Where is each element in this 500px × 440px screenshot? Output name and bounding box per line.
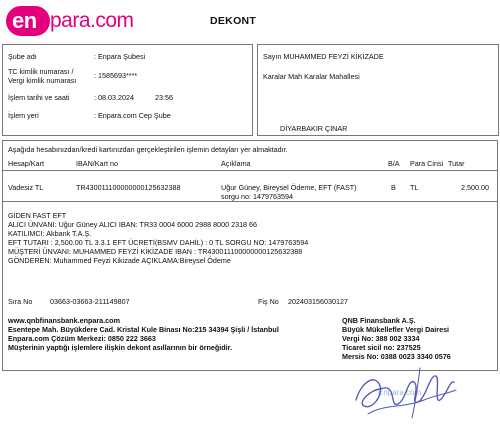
detail-line-4: EFT TUTARI : 2,500.00 TL 3.3.1 EFT ÜCRETİ(BSMV DAHİL) : 0 TL SORGU NO: 1479763594 — [8, 238, 309, 247]
col-header-currency: Para Cinsi — [410, 159, 444, 168]
detail-line-3: KATILIMCI: Akbank T.A.Ş. — [8, 229, 92, 238]
branch-label: Şube adı — [8, 52, 37, 61]
col-header-ba: B/A — [388, 159, 400, 168]
row-iban: TR430011100000000125632388 — [76, 183, 181, 192]
footer-tax-no: Vergi No: 388 002 3334 — [342, 334, 420, 343]
row-account: Vadesiz TL — [8, 183, 44, 192]
enpara-logo — [6, 6, 134, 36]
row-amount: 2,500.00 — [461, 183, 489, 192]
address-city: DİYARBAKIR ÇINAR — [280, 124, 348, 133]
document-title: DEKONT — [210, 15, 257, 27]
date-value: : 08.03.2024 — [94, 93, 134, 102]
col-header-iban: IBAN/Kart no — [76, 159, 118, 168]
row-ba: B — [391, 183, 396, 192]
tc-label-line2: Vergi kimlik numarası — [8, 76, 77, 85]
footer-tax-office: Büyük Mükellefler Vergi Dairesi — [342, 325, 450, 334]
detail-line-1: GİDEN FAST EFT — [8, 211, 67, 220]
footer-trade-registry: Ticaret sicil no: 237525 — [342, 343, 421, 352]
col-header-account: Hesap/Kart — [8, 159, 44, 168]
table-row-divider — [2, 201, 497, 202]
place-value: : Enpara.com Cep Şube — [94, 111, 171, 120]
signature-image — [350, 360, 460, 422]
footer-disclaimer: Müşterinin yaptığı işlemlere ilişkin dekont asıllarının bir örneğidir. — [8, 343, 233, 352]
notice-text: Aşağıda hesabınızdan/kredi kartınızdan gerçekleştirilen işlemin detayları yer almaktadır. — [8, 145, 288, 154]
date-label: İşlem tarihi ve saati — [8, 93, 70, 102]
place-label: İşlem yeri — [8, 111, 39, 120]
receipt-label: Fiş No — [258, 297, 279, 306]
row-currency: TL — [410, 183, 419, 192]
stamp-text: Enpara.com — [378, 388, 422, 397]
detail-line-6: GÖNDEREN: Muhammed Feyzi Kikizade AÇIKLAMA:Bireysel Ödeme — [8, 256, 231, 265]
logo-en-text: en — [12, 8, 37, 33]
col-header-amount: Tutar — [448, 159, 465, 168]
sequence-label: Sıra No — [8, 297, 33, 306]
row-desc-line2: sorgu no: 1479763594 — [221, 192, 293, 201]
address-greeting: Sayın MUHAMMED FEYZİ KİKİZADE — [263, 52, 384, 61]
address-line: Karalar Mah Karalar Mahallesi — [263, 72, 360, 81]
tc-label-line1: TC kimlik numarası / — [8, 67, 74, 76]
logo-para-text: para.com — [50, 9, 134, 32]
branch-value: : Enpara Şubesi — [94, 52, 146, 61]
footer-phone: Enpara.com Çözüm Merkezi: 0850 222 3663 — [8, 334, 156, 343]
footer-website: www.qnbfinansbank.enpara.com — [8, 316, 120, 325]
tc-value: : 1585693**** — [94, 71, 138, 80]
footer-mersis: Mersis No: 0388 0023 3340 0576 — [342, 352, 451, 361]
detail-line-5: MÜŞTERİ ÜNVANI: MUHAMMED FEYZİ KİKİZADE IBAN : TR430011100000000125632388 — [8, 247, 303, 256]
row-desc-line1: Uğur Güney, Bireysel Ödeme, EFT (FAST) — [221, 183, 357, 192]
col-header-desc: Açıklama — [221, 159, 251, 168]
time-value: 23:56 — [155, 93, 173, 102]
sequence-value: 03663-03663-211149807 — [50, 297, 130, 306]
detail-line-2: ALICI ÜNVANI: Uğur Güney ALICI IBAN: TR33 0004 6000 2988 8000 2318 66 — [8, 220, 258, 229]
receipt-value: 202403156030127 — [288, 297, 348, 306]
table-header-divider — [2, 170, 497, 171]
footer-bank-name: QNB Finansbank A.Ş. — [342, 316, 416, 325]
footer-address: Esentepe Mah. Büyükdere Cad. Kristal Kule Binası No:215 34394 Şişli / İstanbul — [8, 325, 279, 334]
